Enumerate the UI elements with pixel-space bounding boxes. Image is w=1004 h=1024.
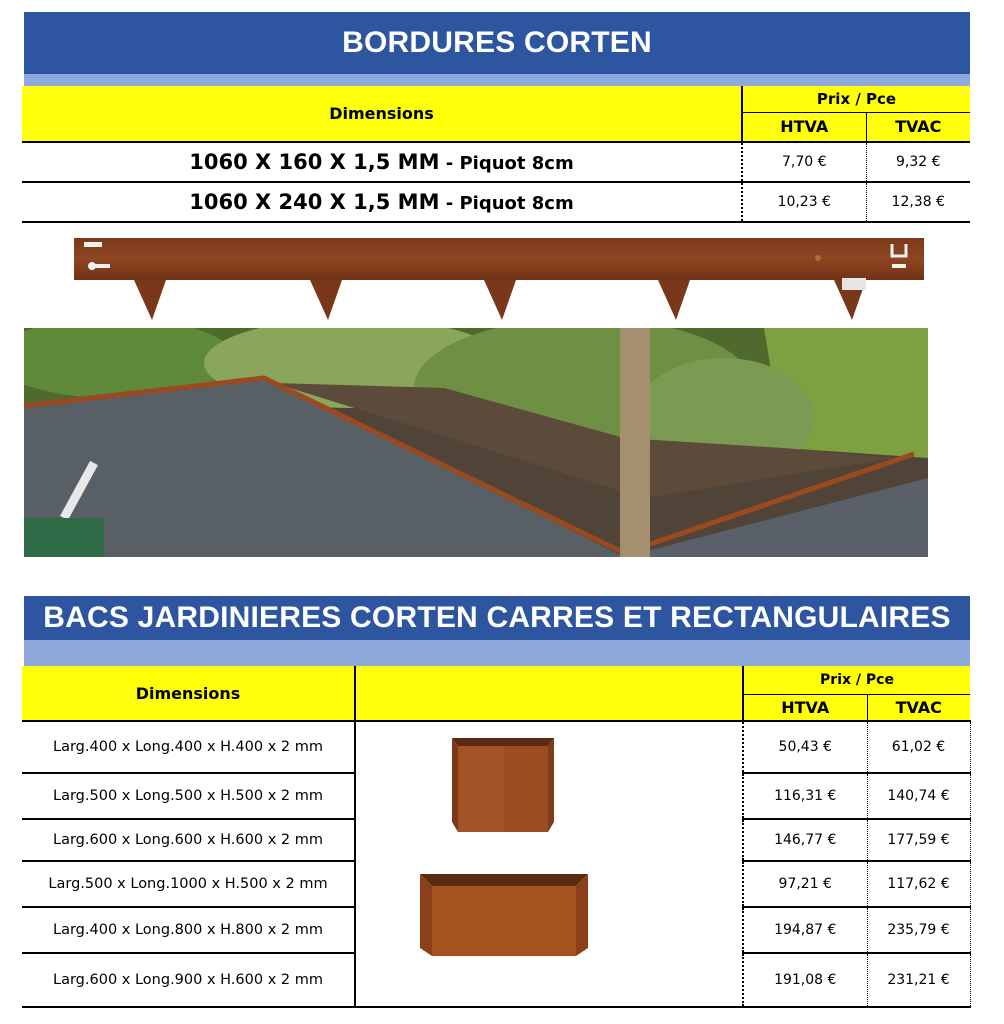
htva-header: HTVA bbox=[742, 112, 866, 142]
price-htva: 50,43 € bbox=[743, 721, 867, 773]
price-tvac: 235,79 € bbox=[867, 907, 970, 953]
table-row bbox=[22, 142, 970, 182]
bacs-price-table bbox=[22, 666, 971, 1008]
corten-edging-image bbox=[70, 234, 926, 324]
price-tvac: 231,21 € bbox=[867, 953, 970, 1007]
dimension-value: 1060 X 240 X 1,5 MM bbox=[189, 190, 440, 214]
tvac-header: TVAC bbox=[867, 694, 970, 721]
table-row bbox=[22, 721, 970, 773]
price-htva: 116,31 € bbox=[743, 773, 867, 819]
htva-header: HTVA bbox=[743, 694, 867, 721]
section-subbar bbox=[24, 640, 970, 666]
dimension-cell: Larg.500 x Long.500 x H.500 x 2 mm bbox=[22, 773, 355, 819]
rectangular-planter-image bbox=[416, 868, 592, 958]
price-htva: 194,87 € bbox=[743, 907, 867, 953]
dimension-cell: Larg.600 x Long.900 x H.600 x 2 mm bbox=[22, 953, 355, 1007]
stake-note: - Piquot 8cm bbox=[439, 153, 574, 174]
table-row bbox=[22, 182, 970, 222]
price-tvac: 12,38 € bbox=[866, 182, 970, 222]
square-planter-image bbox=[444, 728, 562, 834]
bordures-price-table bbox=[22, 86, 970, 223]
price-tvac: 9,32 € bbox=[866, 142, 970, 182]
garden-photo bbox=[24, 328, 928, 557]
dimensions-header: Dimensions bbox=[22, 666, 355, 721]
dimension-cell: Larg.400 x Long.800 x H.800 x 2 mm bbox=[22, 907, 355, 953]
section-subbar bbox=[24, 74, 970, 86]
tvac-header: TVAC bbox=[866, 112, 970, 142]
dimension-cell: Larg.500 x Long.1000 x H.500 x 2 mm bbox=[22, 861, 355, 907]
price-htva: 97,21 € bbox=[743, 861, 867, 907]
dimensions-header: Dimensions bbox=[22, 86, 742, 142]
dimension-value: 1060 X 160 X 1,5 MM bbox=[189, 150, 440, 174]
stake-note: - Piquot 8cm bbox=[439, 193, 574, 214]
section-title-bacs: BACS JARDINIERES CORTEN CARRES ET RECTANGULAIRES bbox=[24, 596, 970, 640]
price-htva: 191,08 € bbox=[743, 953, 867, 1007]
planter-images-cell bbox=[355, 721, 743, 1007]
dimension-cell bbox=[22, 142, 742, 182]
price-tvac: 177,59 € bbox=[867, 819, 970, 861]
price-tvac: 140,74 € bbox=[867, 773, 970, 819]
dimension-cell: Larg.400 x Long.400 x H.400 x 2 mm bbox=[22, 721, 355, 773]
image-header bbox=[355, 666, 743, 721]
dimension-cell bbox=[22, 182, 742, 222]
price-per-piece-header: Prix / Pce bbox=[742, 86, 970, 112]
price-htva: 10,23 € bbox=[742, 182, 866, 222]
price-htva: 146,77 € bbox=[743, 819, 867, 861]
price-tvac: 61,02 € bbox=[867, 721, 970, 773]
price-htva: 7,70 € bbox=[742, 142, 866, 182]
price-tvac: 117,62 € bbox=[867, 861, 970, 907]
dimension-cell: Larg.600 x Long.600 x H.600 x 2 mm bbox=[22, 819, 355, 861]
section-title-bordures: BORDURES CORTEN bbox=[24, 12, 970, 74]
price-per-piece-header: Prix / Pce bbox=[743, 666, 970, 694]
